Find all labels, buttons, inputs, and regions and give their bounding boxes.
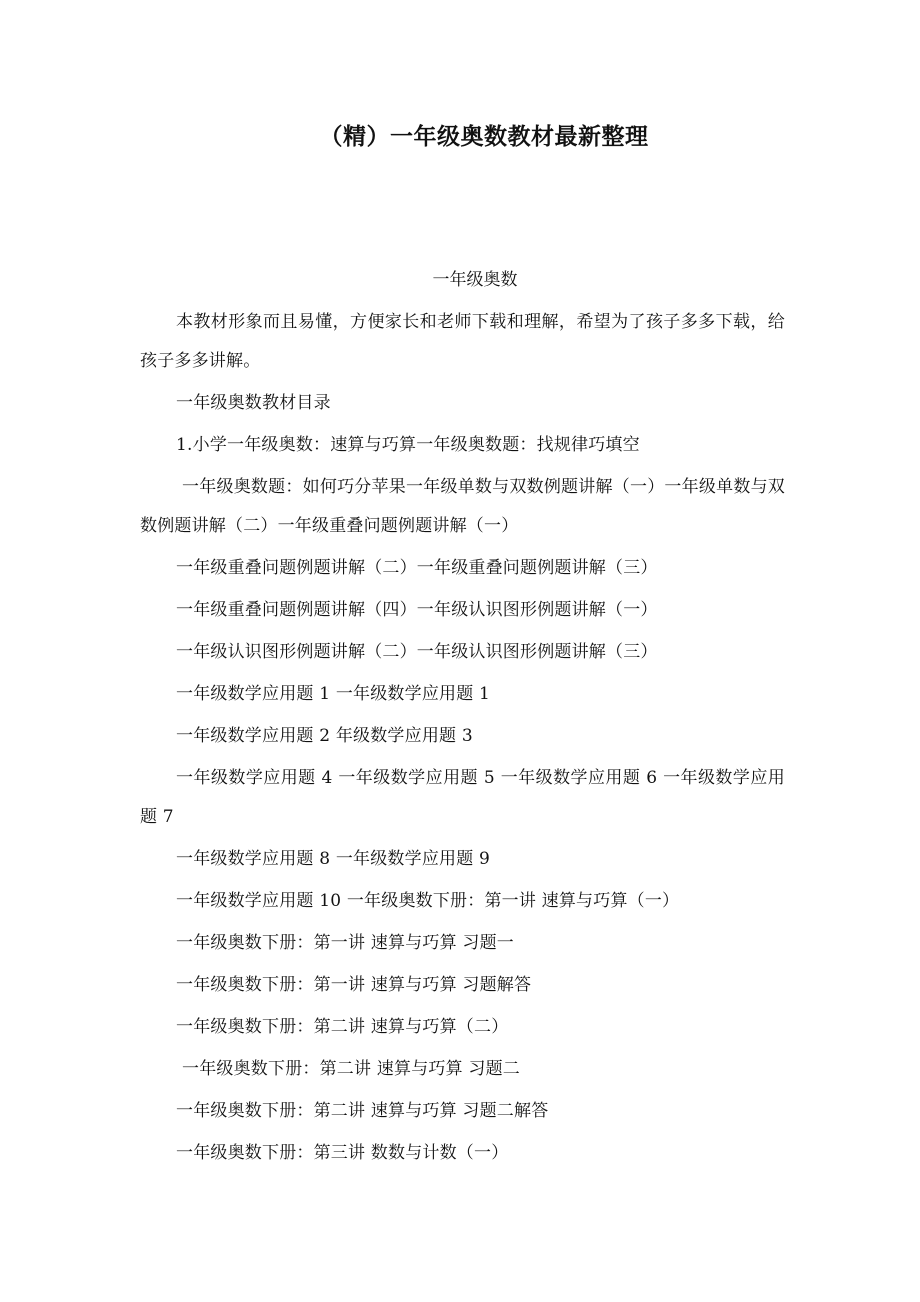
- toc-line: 一年级奥数题：如何巧分苹果一年级单数与双数例题讲解（一）一年级单数与双数例题讲解（二）一年级重叠问题例题讲解（一）: [140, 477, 785, 536]
- toc-line: 一年级数学应用题 8 一年级数学应用题 9: [176, 849, 491, 869]
- toc-line: 一年级数学应用题 1 一年级数学应用题 1: [176, 684, 491, 704]
- document-title: （精）一年级奥数教材最新整理: [319, 123, 649, 150]
- toc-line: 一年级奥数下册：第二讲 速算与巧算 习题二: [182, 1059, 521, 1079]
- toc-line: 一年级奥数下册：第二讲 速算与巧算（二）: [176, 1017, 509, 1037]
- toc-line: 一年级认识图形例题讲解（二）一年级认识图形例题讲解（三）: [176, 642, 658, 662]
- document-subtitle: 一年级奥数: [432, 270, 518, 290]
- toc-line: 一年级重叠问题例题讲解（四）一年级认识图形例题讲解（一）: [176, 600, 658, 620]
- toc-line: 一年级数学应用题 10 一年级奥数下册：第一讲 速算与巧算（一）: [176, 891, 680, 911]
- intro-paragraph: 本教材形象而且易懂，方便家长和老师下载和理解，希望为了孩子多多下载，给孩子多多讲解。: [140, 312, 785, 371]
- toc-heading: 一年级奥数教材目录: [176, 393, 331, 413]
- toc-line: 一年级数学应用题 4 一年级数学应用题 5 一年级数学应用题 6 一年级数学应用题 7: [140, 768, 785, 827]
- document-body: [140, 303, 785, 1173]
- toc-line: 1.小学一年级奥数：速算与巧算一年级奥数题：找规律巧填空: [176, 435, 640, 455]
- toc-line: 一年级数学应用题 2 年级数学应用题 3: [176, 726, 473, 746]
- toc-line: 一年级奥数下册：第二讲 速算与巧算 习题二解答: [176, 1101, 549, 1121]
- toc-line: 一年级奥数下册：第一讲 速算与巧算 习题一: [176, 933, 515, 953]
- toc-line: 一年级奥数下册：第一讲 速算与巧算 习题解答: [176, 975, 532, 995]
- toc-line: 一年级奥数下册：第三讲 数数与计数（一）: [176, 1143, 509, 1163]
- toc-line: 一年级重叠问题例题讲解（二）一年级重叠问题例题讲解（三）: [176, 558, 658, 578]
